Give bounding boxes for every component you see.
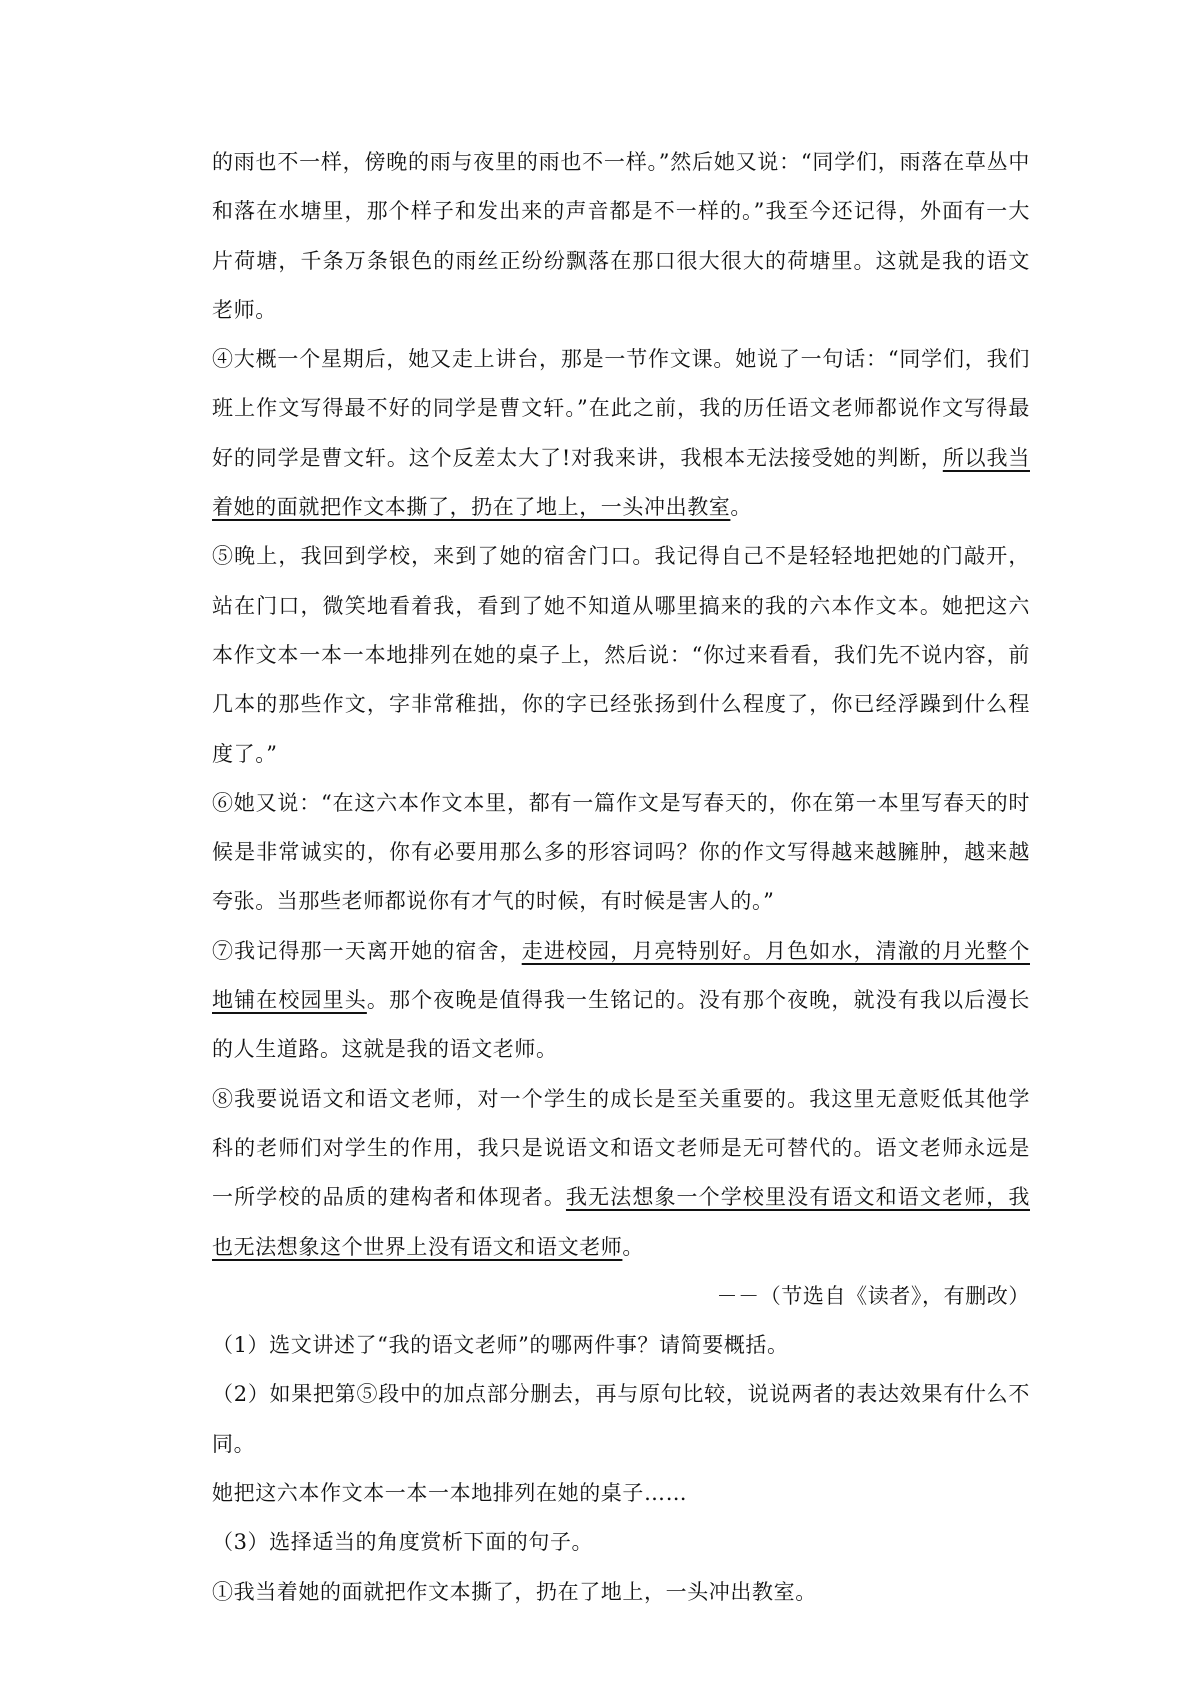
paragraph-3 bbox=[212, 138, 1030, 335]
paragraph-7-underlined-sentence: 走进校园，月亮特别好。月色如水，清澈的月光整个地铺在校园里头 bbox=[212, 938, 1030, 1013]
paragraph-4-underlined-sentence: 所以我当着她的面就把作文本撕了，扔在了地上，一头冲出教室 bbox=[212, 445, 1030, 520]
paragraph-8-text: ⑧我要说语文和语文老师，对一个学生的成长是至关重要的。我这里无意贬低其他学科的老师们对学生的作用，我只是说语文和语文老师是无可替代的。语文老师永远是一所学校的品质的建构者和体现者。 bbox=[212, 1086, 1030, 1210]
paragraph-4-text: ④大概一个星期后，她又走上讲台，那是一节作文课。她说了一句话：“同学们，我们班上作文写得最不好的同学是曹文轩。”在此之前，我的历任语文老师都说作文写得最好的同学是曹文轩。这个反差太大了!对我来讲，我根本无法接受她的判断， bbox=[212, 347, 1030, 470]
question-2-sentence: 她把这六本作文本一本一本地排列在她的桌子…… bbox=[212, 1481, 688, 1506]
question-3: （3）选择适当的角度赏析下面的句子。 bbox=[212, 1530, 594, 1555]
paragraph-7-text-end: 。那个夜晚是值得我一生铭记的。没有那个夜晚，就没有我以后漫长的人生道路。这就是我的语文老师。 bbox=[212, 988, 1030, 1062]
reading-passage bbox=[212, 138, 1030, 1617]
paragraph-8 bbox=[212, 1075, 1030, 1272]
paragraph-8-underlined-sentence: 我无法想象一个学校里没有语文和语文老师，我也无法想象这个世界上没有语文和语文老师 bbox=[212, 1185, 1030, 1259]
paragraph-3-text: 的雨也不一样，傍晚的雨与夜里的雨也不一样。”然后她又说：“同学们，雨落在草丛中和落在水塘里，那个样子和发出来的声音都是不一样的。”我至今还记得，外面有一大片荷塘，千条万条银色的雨丝正纷纷飘落在那口很大很大的荷塘里。这就是我的语文老师。 bbox=[212, 150, 1030, 322]
paragraph-7 bbox=[212, 927, 1030, 1075]
paragraph-4-end: 。 bbox=[730, 495, 753, 520]
paragraph-6-text: ⑥她又说：“在这六本作文本里，都有一篇作文是写春天的，你在第一本里写春天的时候是非常诚实的，你有必要用那么多的形容词吗？你的作文写得越来越臃肿，越来越夸张。当那些老师都说你有才气的时候，有时候是害人的。” bbox=[212, 790, 1030, 914]
paragraph-5 bbox=[212, 532, 1030, 778]
paragraph-6 bbox=[212, 779, 1030, 927]
paragraph-7-text: ⑦我记得那一天离开她的宿舍， bbox=[212, 938, 522, 963]
paragraph-5-text: ⑤晚上，我回到学校，来到了她的宿舍门口。我记得自己不是轻轻地把她的门敲开，站在门口，微笑地看着我，看到了她不知道从哪里搞来的我的六本作文本。她把这六本作文本一本一本地排列在她的桌子上，然后说：“你过来看看，我们先不说内容，前几本的那些作文，字非常稚拙，你的字已经张扬到什么程度了，你已经浮躁到什么程度了。” bbox=[212, 544, 1030, 766]
paragraph-4 bbox=[212, 335, 1030, 532]
source-note: －－（节选自《读者》，有删改） bbox=[716, 1283, 1030, 1308]
question-3-item-1: ①我当着她的面就把作文本撕了，扔在了地上，一头冲出教室。 bbox=[212, 1579, 817, 1604]
paragraph-8-end: 。 bbox=[622, 1234, 645, 1259]
question-1: （1）选文讲述了“我的语文老师”的哪两件事？请简要概括。 bbox=[212, 1333, 789, 1358]
question-2: （2）如果把第⑤段中的加点部分删去，再与原句比较，说说两者的表达效果有什么不同。 bbox=[212, 1382, 1030, 1456]
